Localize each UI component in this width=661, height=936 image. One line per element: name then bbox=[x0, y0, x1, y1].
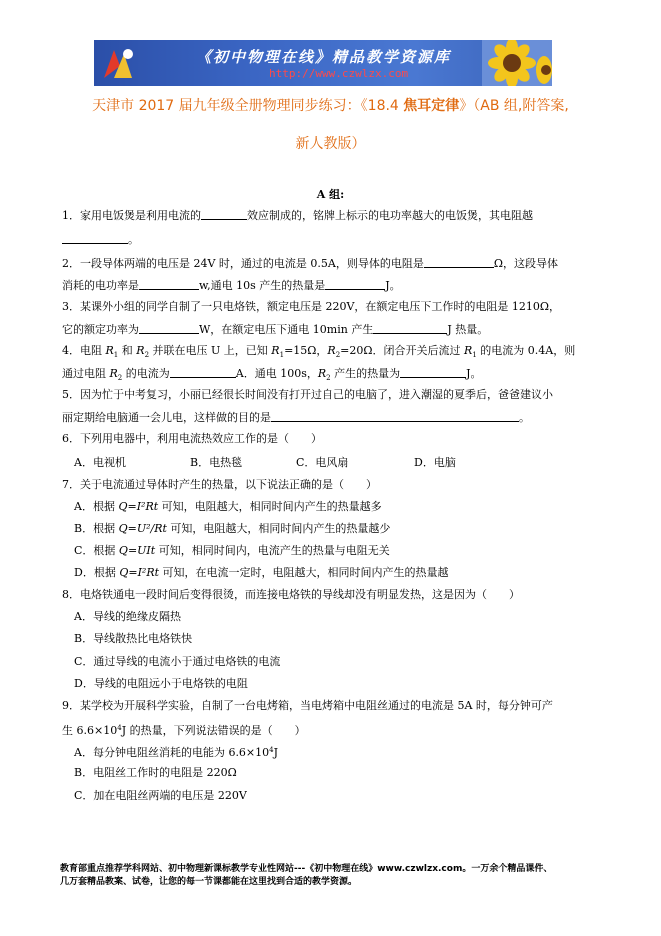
question-1-line-2 bbox=[62, 232, 139, 247]
q4-blank-1[interactable] bbox=[170, 366, 236, 378]
opt-text: 可知，电阻越大，相同时间内产生的热量越少 bbox=[166, 522, 391, 535]
title-bold-text: 焦耳定律 bbox=[403, 98, 460, 114]
question-7-stem: 7．关于电流通过导体时产生的热量，以下说法正确的是（ ） bbox=[62, 478, 377, 491]
q3-blank-2[interactable] bbox=[373, 322, 447, 334]
question-2-line-1 bbox=[62, 256, 558, 271]
q9-text: J 的热量，下列说法错误的是（ ） bbox=[121, 724, 306, 737]
q7-option-d[interactable] bbox=[74, 566, 449, 580]
q8-option-d[interactable]: D．导线的电阻远小于电烙铁的电阻 bbox=[74, 677, 248, 690]
q4-text: =20Ω．闭合开关后流过 bbox=[340, 344, 465, 357]
var-r: R bbox=[317, 367, 327, 380]
sub: 2 bbox=[117, 374, 123, 383]
question-5-line-1: 5．因为忙于中考复习，小丽已经很长时间没有打开过自己的电脑了，进入潮湿的夏季后，爸爸建议小 bbox=[62, 388, 553, 401]
var-r: R bbox=[136, 344, 145, 357]
sub: 1 bbox=[113, 351, 119, 360]
q4-text: 的电流为 bbox=[122, 367, 170, 380]
q4-text: 和 bbox=[118, 344, 137, 357]
q2-blank-1[interactable] bbox=[424, 256, 494, 268]
formula: Q=I²Rt bbox=[118, 500, 159, 513]
q2-text-2: Ω，这段导体 bbox=[493, 257, 558, 270]
question-3-line-2 bbox=[62, 322, 488, 337]
q6-option-a[interactable]: A．电视机 bbox=[74, 456, 126, 469]
question-6-stem: 6．下列用电器中，利用电流热效应工作的是（ ） bbox=[62, 432, 322, 445]
q9-option-a[interactable] bbox=[74, 743, 278, 760]
var-r: R bbox=[327, 344, 336, 357]
q1-text: 1．家用电饭煲是利用电流的 bbox=[62, 209, 201, 222]
formula: Q=U²/Rt bbox=[118, 522, 167, 535]
site-banner bbox=[94, 40, 552, 86]
formula: Q=UIt bbox=[118, 544, 156, 557]
question-8-stem: 8．电烙铁通电一段时间后变得很烫，而连接电烙铁的导线却没有明显发热，这是因为（ ） bbox=[62, 588, 520, 601]
var-r: R bbox=[464, 344, 473, 357]
document-title-line-1 bbox=[20, 95, 641, 115]
sunflower-icon bbox=[482, 40, 552, 86]
q4-text: 并联在电压 U 上，已知 bbox=[149, 344, 272, 357]
sub: 2 bbox=[335, 351, 341, 360]
page-footer bbox=[60, 863, 552, 889]
q2-text-5: J。 bbox=[385, 279, 401, 292]
title-text-end: 》（AB 组,附答案, bbox=[459, 98, 569, 114]
var-r: R bbox=[105, 344, 114, 357]
sup: 4 bbox=[269, 746, 274, 754]
q2-text: 2．一段导体两端的电压是 24V 时，通过的电流是 0.5A，则导体的电阻是 bbox=[62, 257, 424, 270]
q5-text-2: 。 bbox=[519, 411, 530, 424]
q4-text: J。 bbox=[466, 367, 482, 380]
q5-blank[interactable] bbox=[271, 410, 519, 422]
banner-url: http://www.czwlzx.com bbox=[269, 67, 409, 80]
q8-option-c[interactable]: C．通过导线的电流小于通过电烙铁的电流 bbox=[74, 655, 281, 668]
question-9-stem-line-2 bbox=[62, 721, 306, 738]
q1-blank-2[interactable] bbox=[62, 232, 128, 244]
opt-prefix: B．根据 bbox=[74, 522, 119, 535]
q1-blank-1[interactable] bbox=[201, 208, 247, 220]
footer-line-2: 几万套精品教案、试卷，让您的每一节课都能在这里找到合适的教学资源。 bbox=[60, 877, 358, 887]
q9-text: 生 6.6×10 bbox=[62, 724, 118, 737]
q2-blank-3[interactable] bbox=[325, 278, 385, 290]
var-r: R bbox=[271, 344, 280, 357]
question-5-line-2 bbox=[62, 410, 530, 425]
opt-prefix: C．根据 bbox=[74, 544, 119, 557]
question-4-line-2 bbox=[62, 366, 482, 385]
sub: 2 bbox=[326, 374, 331, 383]
q9-option-c[interactable]: C．加在电阻丝两端的电压是 220V bbox=[74, 789, 247, 802]
sup: 4 bbox=[117, 724, 122, 732]
q4-text: 的电流为 0.4A，则 bbox=[476, 344, 576, 357]
question-2-line-2 bbox=[62, 278, 401, 293]
sub: 1 bbox=[279, 351, 285, 360]
opt-text: 可知，在电流一定时，电阻越大，相同时间内产生的热量越 bbox=[159, 566, 449, 579]
opt-prefix: A．根据 bbox=[74, 500, 119, 513]
q4-blank-2[interactable] bbox=[400, 366, 466, 378]
q9-option-b[interactable]: B．电阻丝工作时的电阻是 220Ω bbox=[74, 766, 237, 779]
q3-blank-1[interactable] bbox=[139, 322, 199, 334]
question-1-line-1 bbox=[62, 208, 533, 223]
q2-text-3: 消耗的电功率是 bbox=[62, 279, 139, 292]
q4-text: 产生的热量为 bbox=[330, 367, 401, 380]
var-r: R bbox=[109, 367, 118, 380]
q3-text-3: J 热量。 bbox=[447, 323, 489, 336]
q6-option-b[interactable]: B．电热毯 bbox=[190, 456, 243, 469]
sub: 2 bbox=[144, 351, 150, 360]
site-logo-icon bbox=[100, 44, 138, 82]
document-title-line-2: 新人教版） bbox=[295, 136, 366, 152]
q4-text: 4．电阻 bbox=[62, 344, 106, 357]
q2-blank-2[interactable] bbox=[139, 278, 199, 290]
q4-text: =15Ω， bbox=[284, 344, 328, 357]
q8-option-a[interactable]: A．导线的绝缘皮隔热 bbox=[74, 610, 181, 623]
q7-option-a[interactable] bbox=[74, 500, 382, 514]
q1-text-3: 。 bbox=[128, 233, 139, 246]
opt-text: 可知，相同时间内，电流产生的热量与电阻无关 bbox=[155, 544, 390, 557]
q6-option-c[interactable]: C．电风扇 bbox=[296, 456, 349, 469]
formula: Q=I²Rt bbox=[119, 566, 160, 579]
question-4-line-1 bbox=[62, 344, 575, 362]
question-3-line-1: 3．某课外小组的同学自制了一只电烙铁，额定电压是 220V，在额定电压下工作时的电阻是 1210Ω， bbox=[62, 300, 561, 313]
q8-option-b[interactable]: B．导线散热比电烙铁快 bbox=[74, 632, 193, 645]
opt-prefix: D．根据 bbox=[74, 566, 120, 579]
q6-option-d[interactable]: D．电脑 bbox=[414, 456, 456, 469]
q3-text: 它的额定功率为 bbox=[62, 323, 139, 336]
sub: 1 bbox=[472, 351, 477, 360]
title-text: 天津市 2017 届九年级全册物理同步练习：《18.4 bbox=[92, 98, 404, 114]
question-6-options bbox=[74, 456, 456, 470]
q5-text: 丽定期给电脑通一会儿电，这样做的目的是 bbox=[62, 411, 271, 424]
q1-text-2: 效应制成的，铭牌上标示的电功率越大的电饭煲，其电阻越 bbox=[247, 209, 533, 222]
q4-text: 通过电阻 bbox=[62, 367, 110, 380]
q2-text-4: w,通电 10s 产生的热量是 bbox=[199, 279, 326, 292]
q7-option-c[interactable] bbox=[74, 544, 390, 558]
opt-text: 可知，电阻越大，相同时间内产生的热量越多 bbox=[158, 500, 382, 513]
opt-text: J bbox=[273, 746, 279, 759]
q3-text-2: W，在额定电压下通电 10min 产生 bbox=[199, 323, 374, 336]
question-9-stem-line-1: 9．某学校为开展科学实验，自制了一台电烤箱，当电烤箱中电阻丝通过的电流是 5A 时，每分钟可产 bbox=[62, 699, 553, 712]
q7-option-b[interactable] bbox=[74, 522, 390, 536]
group-a-label: A 组: bbox=[316, 188, 345, 201]
q4-text: A．通电 100s， bbox=[235, 367, 318, 380]
footer-line-1: 教育部重点推荐学科网站、初中物理新课标教学专业性网站---《初中物理在线》www.czwlzx.com。一万余个精品课件、 bbox=[60, 864, 553, 874]
banner-title: 《初中物理在线》精品教学资源库 bbox=[196, 48, 452, 66]
opt-text: A．每分钟电阻丝消耗的电能为 6.6×10 bbox=[74, 746, 270, 759]
